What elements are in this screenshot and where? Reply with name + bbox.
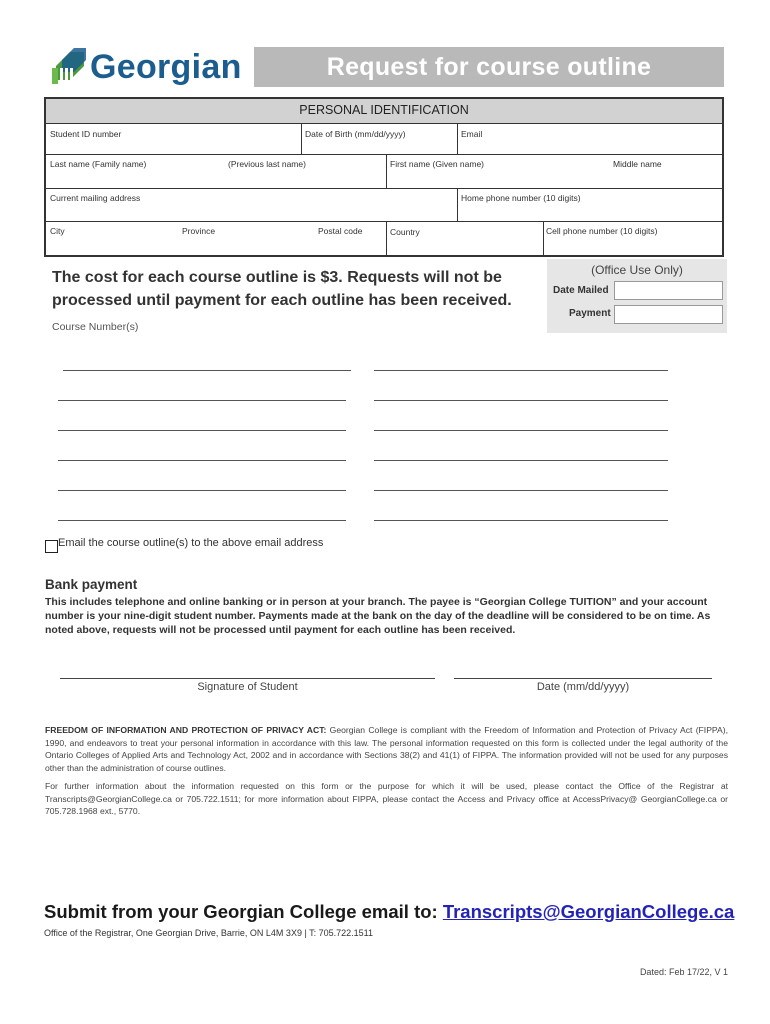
col-divider	[457, 189, 458, 221]
col-divider	[386, 222, 387, 255]
further-info-text-3: or 705.728.1968 ext., 5770.	[45, 793, 728, 817]
transcripts-email-link[interactable]: Transcripts@GeorgianCollege.ca	[45, 793, 172, 804]
further-information	[45, 780, 728, 818]
date-signature-line[interactable]	[454, 678, 712, 679]
course-number-line[interactable]	[58, 520, 346, 521]
privacy-notice	[45, 724, 728, 774]
bank-payment-text: This includes telephone and online banking or in person at your branch. The payee is “Georgian College TUITION” and your account number is your nine-digit student number. Payments made at the bank on the day of the deadline will be considered to be on time. As noted above, requests will not be processed until payment for each outline has been received.	[45, 596, 711, 636]
identification-heading-bar	[46, 99, 722, 124]
submit-prefix: Submit from your Georgian College email to:	[44, 901, 443, 922]
student-signature-label: Signature of Student	[197, 681, 298, 693]
first-name-field[interactable]: First name (Given name)	[390, 159, 484, 169]
province-field[interactable]: Province	[182, 226, 216, 236]
course-number-line[interactable]	[374, 460, 668, 461]
privacy-text: Georgian College is compliant with the Freedom of Information and Protection of Privacy Act (FIPPA), 1990, and endeavors to treat your personal information in accordance with this law. The personal information requested on this form is collected under the legal authority of the Ontario Colleges of Applied Arts and Technology Act, 2002 and in accordance with Sections 38(2) and 41(1) of FIPPA. The information provided will not be used for any purposes other than the administration of course outlines.	[45, 725, 729, 773]
logo-text: Georgian	[90, 48, 242, 86]
date-mailed-field[interactable]	[614, 281, 723, 300]
course-number-line[interactable]	[374, 400, 668, 401]
privacy-heading: FREEDOM OF INFORMATION AND PROTECTION OF PRIVACY ACT:	[45, 725, 327, 735]
registrar-address: Office of the Registrar, One Georgian Drive, Barrie, ON L4M 3X9 | T: 705.722.1511	[44, 928, 374, 938]
email-outline-checkbox[interactable]	[45, 540, 58, 553]
row-divider	[46, 188, 722, 189]
title-bar	[254, 47, 724, 87]
submit-instruction	[44, 901, 734, 923]
middle-name-field[interactable]: Middle name	[613, 159, 662, 169]
cost-notice	[52, 266, 532, 312]
cost-notice-line-2: processed until payment for each outline has been received.	[52, 292, 512, 309]
student-id-field[interactable]: Student ID number	[50, 129, 122, 139]
course-number-line[interactable]	[63, 370, 351, 371]
student-signature-line[interactable]	[60, 678, 435, 679]
course-numbers-label: Course Number(s)	[52, 321, 139, 333]
course-number-line[interactable]	[58, 460, 346, 461]
course-number-line[interactable]	[58, 400, 346, 401]
course-number-line[interactable]	[374, 430, 668, 431]
postal-code-field[interactable]: Postal code	[318, 226, 363, 236]
payment-field[interactable]	[614, 305, 723, 324]
access-privacy-email-link[interactable]: AccessPrivacy@ GeorgianCollege.ca	[572, 793, 717, 804]
personal-identification-table	[44, 97, 724, 257]
home-phone-field[interactable]: Home phone number (10 digits)	[461, 193, 581, 203]
cost-notice-line-1: The cost for each course outline is $3. Requests will not be	[52, 269, 502, 286]
submit-email-link[interactable]: Transcripts@GeorgianCollege.ca	[442, 901, 735, 922]
last-name-field[interactable]: Last name (Family name)	[50, 159, 147, 169]
course-number-line[interactable]	[58, 490, 346, 491]
course-number-line[interactable]	[58, 430, 346, 431]
course-number-line[interactable]	[374, 490, 668, 491]
col-divider	[457, 124, 458, 154]
logo-mark-icon	[48, 44, 90, 90]
city-field[interactable]: City	[50, 226, 65, 236]
date-signature-label: Date (mm/dd/yyyy)	[536, 681, 630, 693]
email-field[interactable]: Email	[461, 129, 483, 139]
row-divider	[46, 154, 722, 155]
email-outline-label: Email the course outline(s) to the above email address	[58, 537, 324, 549]
course-number-line[interactable]	[374, 370, 668, 371]
identification-heading: PERSONAL IDENTIFICATION	[299, 103, 469, 117]
page-title: Request for course outline	[326, 53, 652, 81]
office-use-box	[547, 259, 727, 333]
cell-phone-field[interactable]: Cell phone number (10 digits)	[546, 226, 658, 236]
date-mailed-label: Date Mailed	[553, 285, 609, 296]
further-info-text-2: or 705.722.1511; for more information about FIPPA, please contact the Access and Privacy office at	[171, 793, 573, 804]
course-number-line[interactable]	[374, 520, 668, 521]
col-divider	[386, 155, 387, 188]
col-divider	[301, 124, 302, 154]
dated-version: Dated: Feb 17/22, V 1	[639, 967, 728, 977]
country-field[interactable]: Country	[390, 227, 420, 237]
dob-field[interactable]: Date of Birth (mm/dd/yyyy)	[305, 129, 406, 139]
further-info-text: For further information about the information requested on this form or the purpose for which it will be used, please contact the Office of the Registrar at	[45, 781, 728, 791]
mailing-address-field[interactable]: Current mailing address	[50, 193, 141, 203]
office-use-title: (Office Use Only)	[591, 263, 683, 277]
col-divider	[543, 222, 544, 255]
georgian-logo	[48, 44, 242, 92]
previous-last-name-field[interactable]: (Previous last name)	[228, 159, 306, 169]
bank-payment-title: Bank payment	[45, 577, 138, 592]
payment-label: Payment	[569, 308, 611, 319]
row-divider	[46, 221, 722, 222]
